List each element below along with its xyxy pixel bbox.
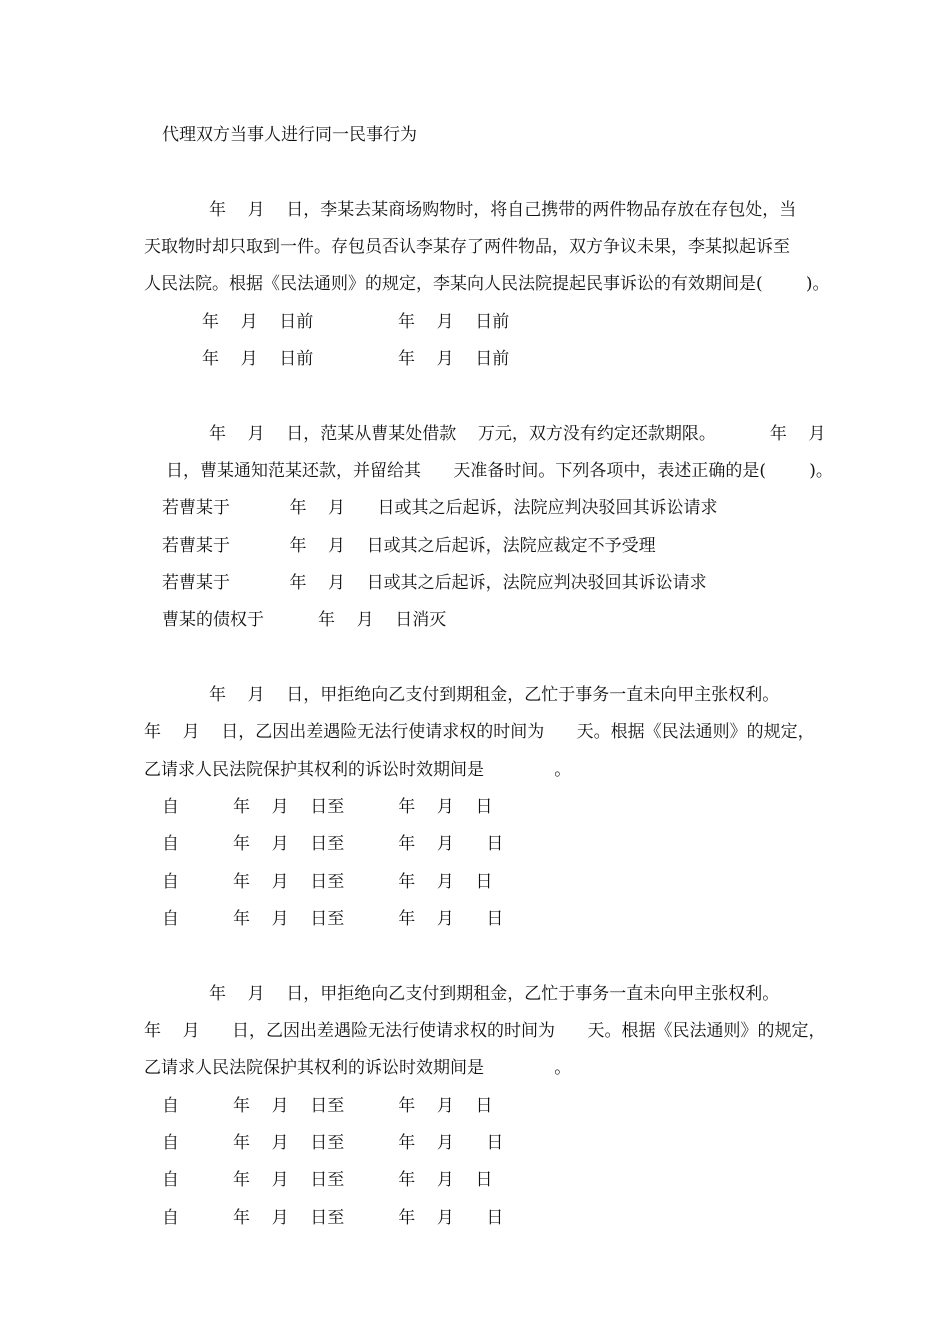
q3-option-b: 自 年 月 日至 年 月 日 [162,834,504,854]
q4-option-d: 自 年 月 日至 年 月 日 [162,1208,504,1228]
q2-option-b: 若曹某于 年 月 日或其之后起诉，法院应裁定不予受理 [162,536,656,556]
q4-line-2: 年 月 日，乙因出差遇险无法行使请求权的时间为 天。根据《民法通则》的规定， [144,1021,826,1041]
q1-option-a: 年 月 日前 [202,312,314,332]
q4-line-1: 年 月 日，甲拒绝向乙支付到期租金，乙忙于事务一直未向甲主张权利。 [209,984,780,1004]
q2-line-2: 日，曹某通知范某还款，并留给其 天准备时间。下列各项中，表述正确的是( )。 [166,461,833,481]
q4-line-3: 乙请求人民法院保护其权利的诉讼时效期间是 。 [144,1058,572,1078]
q2-option-c: 若曹某于 年 月 日或其之后起诉，法院应判决驳回其诉讼请求 [162,573,707,593]
q3-line-3: 乙请求人民法院保护其权利的诉讼时效期间是 。 [144,760,572,780]
q3-line-2: 年 月 日，乙因出差遇险无法行使请求权的时间为 天。根据《民法通则》的规定， [144,722,815,742]
q1-option-b: 年 月 日前 [398,312,510,332]
q4-option-c: 自 年 月 日至 年 月 日 [162,1170,493,1190]
q1-line-1: 年 月 日，李某去某商场购物时，将自己携带的两件物品存放在存包处，当 [209,200,797,220]
q1-line-3: 人民法院。根据《民法通则》的规定，李某向人民法院提起民事诉讼的有效期间是( )。 [144,274,830,294]
q3-line-1: 年 月 日，甲拒绝向乙支付到期租金，乙忙于事务一直未向甲主张权利。 [209,685,780,705]
q1-option-d: 年 月 日前 [398,349,510,369]
q2-line-1: 年 月 日，范某从曹某处借款 万元，双方没有约定还款期限。 年 月 [209,424,826,444]
q2-option-a: 若曹某于 年 月 日或其之后起诉，法院应判决驳回其诉讼请求 [162,498,718,518]
page-heading: 代理双方当事人进行同一民事行为 [162,125,417,145]
q1-option-c: 年 月 日前 [202,349,314,369]
q2-option-d: 曹某的债权于 年 月 日消灭 [162,610,447,630]
q4-option-a: 自 年 月 日至 年 月 日 [162,1096,493,1116]
q1-line-2: 天取物时却只取到一件。存包员否认李某存了两件物品，双方争议未果，李某拟起诉至 [144,237,790,257]
q3-option-d: 自 年 月 日至 年 月 日 [162,909,504,929]
q4-option-b: 自 年 月 日至 年 月 日 [162,1133,504,1153]
q3-option-a: 自 年 月 日至 年 月 日 [162,797,493,817]
q3-option-c: 自 年 月 日至 年 月 日 [162,872,493,892]
